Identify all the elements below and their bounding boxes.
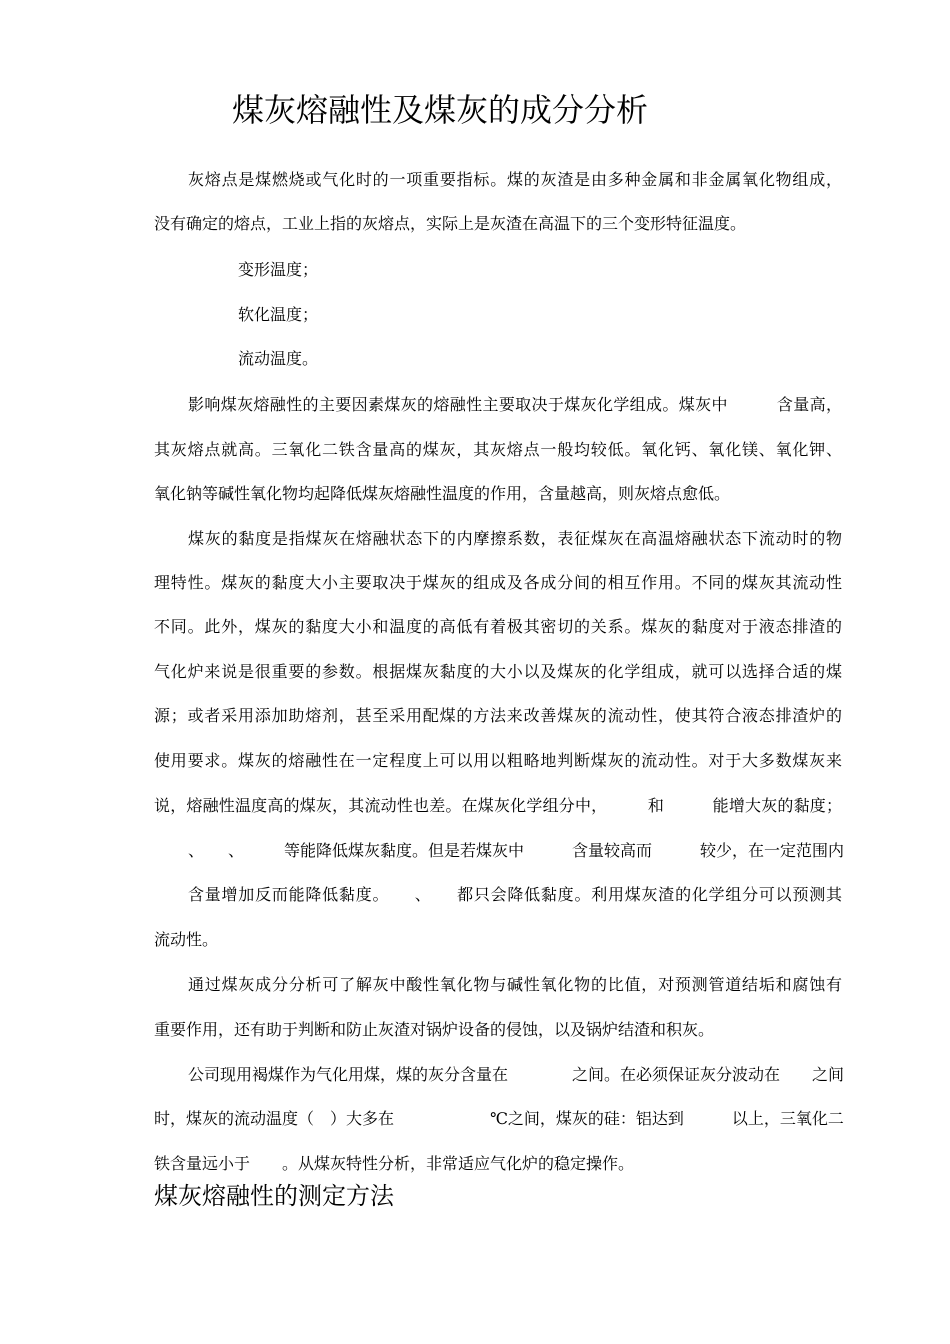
paragraph-line: 其灰熔点就高。三氧化二铁含量高的煤灰，其灰熔点一般均较低。氧化钙、氧化镁、氧化钾、 xyxy=(154,440,842,459)
paragraph-line: 源；或者采用添加助熔剂，甚至采用配煤的方法来改善煤灰的流动性，使其符合液态排渣炉的 xyxy=(154,706,842,725)
paragraph-line: 灰熔点是煤燃烧或气化时的一项重要指标。煤的灰渣是由多种金属和非金属氧化物组成， xyxy=(188,170,842,189)
paragraph-line: 通过煤灰成分分析可了解灰中酸性氧化物与碱性氧化物的比值，对预测管道结垢和腐蚀有 xyxy=(188,975,842,994)
list-item: 流动温度。 xyxy=(238,349,319,368)
list-item: 软化温度； xyxy=(238,305,319,324)
paragraph-line: 时，煤灰的流动温度（ ）大多在 ℃之间，煤灰的硅：铝达到 以上，三氧化二 xyxy=(154,1109,844,1128)
paragraph-line: 铁含量远小于 。从煤灰特性分析，非常适应气化炉的稳定操作。 xyxy=(154,1154,635,1173)
paragraph-line: 重要作用，还有助于判断和防止灰渣对锅炉设备的侵蚀，以及锅炉结渣和积灰。 xyxy=(154,1020,715,1039)
section-heading: 煤灰熔融性的测定方法 xyxy=(154,1182,394,1210)
paragraph-line: 没有确定的熔点，工业上指的灰熔点，实际上是灰渣在高温下的三个变形特征温度。 xyxy=(154,214,747,233)
paragraph-line: 使用要求。煤灰的熔融性在一定程度上可以用以粗略地判断煤灰的流动性。对于大多数煤灰来 xyxy=(154,751,842,770)
paragraph-line: 影响煤灰熔融性的主要因素煤灰的熔融性主要取决于煤灰化学组成。煤灰中 含量高， xyxy=(188,395,842,414)
paragraph-line: 、 、 等能降低煤灰黏度。但是若煤灰中 含量较高而 较少，在一定范围内 xyxy=(188,841,845,860)
paragraph-line: 不同。此外，煤灰的黏度大小和温度的高低有着极其密切的关系。煤灰的黏度对于液态排渣的 xyxy=(154,617,842,636)
paragraph-line: 含量增加反而能降低黏度。 、 都只会降低黏度。利用煤灰渣的化学组分可以预测其 xyxy=(188,885,842,904)
paragraph-line: 气化炉来说是很重要的参数。根据煤灰黏度的大小以及煤灰的化学组成，就可以选择合适的煤 xyxy=(154,662,842,681)
document-title: 煤灰熔融性及煤灰的成分分析 xyxy=(232,91,649,129)
paragraph-line: 煤灰的黏度是指煤灰在熔融状态下的内摩擦系数，表征煤灰在高温熔融状态下流动时的物 xyxy=(188,529,842,548)
paragraph-line: 说，熔融性温度高的煤灰，其流动性也差。在煤灰化学组分中， 和 能增大灰的黏度； xyxy=(154,796,842,815)
paragraph-line: 公司现用褐煤作为气化用煤，煤的灰分含量在 之间。在必须保证灰分波动在 之间 xyxy=(188,1065,845,1084)
paragraph-line: 氧化钠等碱性氧化物均起降低煤灰熔融性温度的作用，含量越高，则灰熔点愈低。 xyxy=(154,484,731,503)
paragraph-line: 理特性。煤灰的黏度大小主要取决于煤灰的组成及各成分间的相互作用。不同的煤灰其流动性 xyxy=(154,573,842,592)
paragraph-line: 流动性。 xyxy=(154,930,219,949)
list-item: 变形温度； xyxy=(238,260,319,279)
